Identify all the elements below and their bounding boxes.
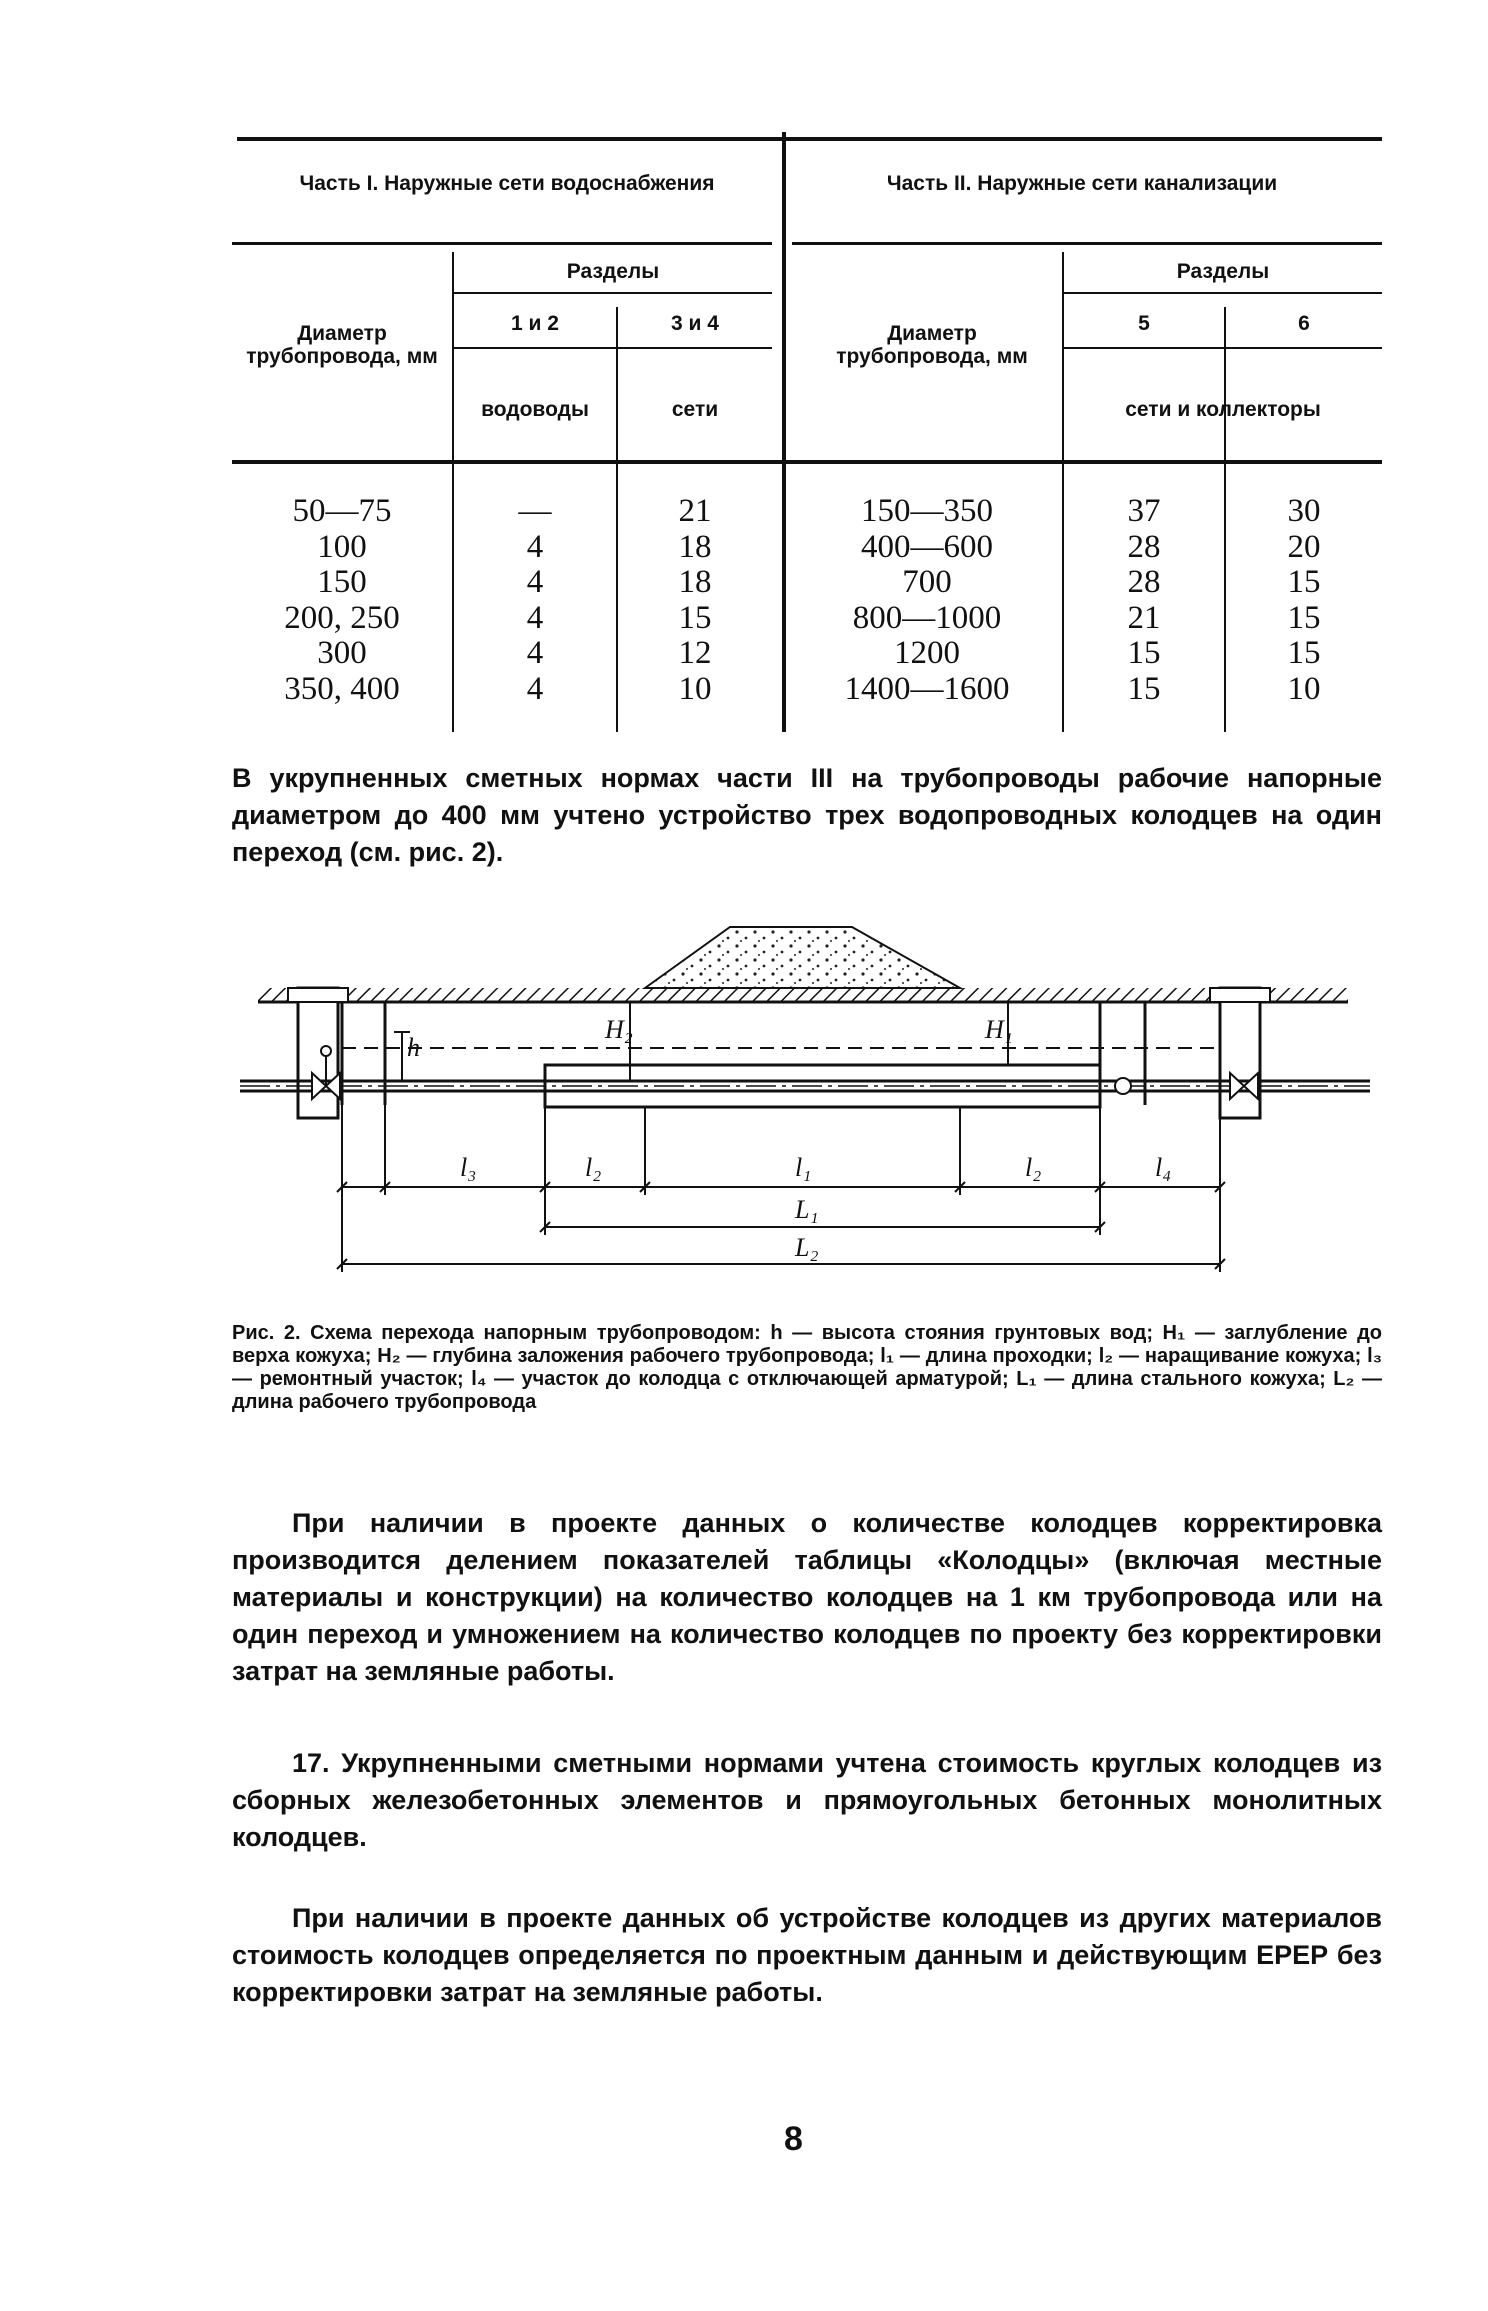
paragraph-1: В укрупненных сметных нормах части III на трубопроводы рабочие напорные диаметром до 400 мм учтено устройство трех водопроводных колодцев на один переход (см. рис. 2). (232, 763, 1382, 867)
table-cell: 15 (1127, 635, 1161, 671)
manhole-fitting-icon (1115, 1078, 1131, 1094)
sec-5: 5 (1138, 312, 1150, 335)
table-cell: 350, 400 (284, 670, 400, 707)
dimension-row-1 (337, 1182, 1225, 1192)
table-cell: 15 (1287, 635, 1321, 671)
sec-3-4: 3 и 4 (671, 312, 719, 335)
right-well (1210, 988, 1270, 1118)
table-cell: 15 (1287, 599, 1321, 636)
label-l2-left: l₂ (585, 1153, 602, 1182)
paragraph-2: При наличии в проекте данных о количестве колодцев корректировка производится делением показателей таблицы «Колодцы» (включая местные материалы и конструкции) на количество колодцев на 1 км трубопровода или на один переход и умножением на количество колодцев по проекту без корректировки затрат на земляные работы. (232, 1508, 1382, 1686)
sec-1-2: 1 и 2 (511, 312, 559, 335)
col-sec-3-4 (618, 494, 772, 707)
seti-label: сети (671, 398, 719, 421)
embankment (645, 927, 960, 988)
table-cell: 10 (1287, 670, 1321, 707)
figure-caption: Рис. 2. Схема перехода напорным трубопроводом: h — высота стояния грунтовых вод; H₁ — заглубление до верха кожуха; H₂ — глубина заложения рабочего трубопровода; l₁ — длина проходки; l₂ — наращивание кожуха; l₃ — ремонтный участок; l₄ — участок до колодца с отключающей арматурой; L₁ — длина стального кожуха; L₂ — длина рабочего трубопровода (232, 1322, 1382, 1413)
extension-lines (342, 1105, 1220, 1272)
norms-table (232, 132, 1382, 732)
vodovody-label: водоводы (481, 398, 589, 421)
table-cell: 300 (317, 635, 367, 671)
sections-label-2: Разделы (1176, 260, 1270, 283)
col-sec-1-2 (454, 494, 616, 707)
label-h: h (407, 1033, 420, 1062)
table-cell: 15 (678, 599, 712, 636)
table-cell: 15 (1127, 670, 1161, 707)
part1-title: Часть I. Наружные сети водоснабжения (299, 172, 715, 195)
table-cell: 18 (678, 564, 712, 600)
table-cell: 4 (526, 599, 544, 636)
table-cell: 30 (1287, 493, 1321, 529)
label-l1: l₁ (795, 1153, 812, 1182)
part1-title-rule (232, 242, 772, 245)
table-cell: 4 (526, 635, 544, 671)
table-cell: 4 (526, 564, 544, 600)
table-cell: 1200 (894, 635, 960, 671)
table-cell: 15 (1287, 564, 1321, 600)
table-cell: 4 (526, 670, 544, 707)
dimension-row-2 (540, 1222, 1105, 1232)
table-cell: 28 (1127, 564, 1161, 600)
sections-label-1: Разделы (566, 260, 660, 283)
dimension-row-3 (337, 1259, 1225, 1269)
table-cell: 50—75 (292, 493, 392, 529)
table-cell: 12 (678, 635, 712, 671)
working-pipeline (240, 1081, 1370, 1091)
subsections-rule-1 (452, 347, 772, 349)
table-cell: 21 (1127, 599, 1161, 636)
col-diameter-2 (792, 494, 1062, 707)
label-l4: l₄ (1155, 1153, 1172, 1182)
label-H1: H₁ (985, 1015, 1013, 1044)
table-cell: 200, 250 (284, 599, 400, 636)
col-sec-6 (1226, 494, 1382, 707)
diameter-label-2: Диаметр трубопровода, мм (836, 322, 1028, 368)
table-cell: 800—1000 (852, 599, 1002, 636)
table-cell: 100 (317, 528, 367, 565)
subsections-rule-2 (1062, 347, 1382, 349)
part2-title-rule (792, 242, 1382, 245)
sections-rule-1 (452, 292, 772, 294)
crossing-diagram-svg (230, 915, 1380, 1285)
table-cell: 400—600 (861, 528, 993, 565)
table-cell: 20 (1287, 528, 1321, 565)
table-cell: 10 (678, 670, 712, 707)
sec-6: 6 (1298, 312, 1310, 335)
label-L2: L₂ (795, 1233, 819, 1262)
table-cell: 1400—1600 (844, 670, 1010, 707)
ground-surface (258, 988, 1348, 1002)
col-diameter-1 (232, 494, 452, 707)
label-L1: L₁ (795, 1195, 819, 1224)
page-number: 8 (784, 2120, 803, 2158)
table-cell: 37 (1127, 493, 1161, 529)
table-cell: 28 (1127, 528, 1161, 565)
header-bottom-rule (232, 460, 1382, 464)
table-cell: 150 (317, 564, 367, 600)
table-top-rule (237, 137, 1382, 141)
col-sec-5 (1064, 494, 1224, 707)
table-cell: 4 (526, 528, 544, 565)
table-cell: 18 (678, 528, 712, 565)
label-H2: H₂ (605, 1015, 633, 1044)
table-cell: 700 (902, 564, 952, 600)
seti-kollektory-label: сети и коллекторы (1125, 398, 1321, 421)
crossing-diagram (230, 915, 1380, 1285)
part-divider (782, 132, 786, 732)
paragraph-3: 17. Укрупненными сметными нормами учтена стоимость круглых колодцев из сборных железобетонных элементов и прямоугольных бетонных монолитных колодцев. (232, 1748, 1382, 1852)
table-cell: — (518, 493, 552, 529)
part2-title: Часть II. Наружные сети канализации (886, 172, 1278, 195)
table-cell: 150—350 (861, 493, 993, 529)
table-cell: 21 (678, 493, 712, 529)
label-l3: l₃ (460, 1153, 477, 1182)
sections-rule-2 (1062, 292, 1382, 294)
paragraph-4: При наличии в проекте данных об устройстве колодцев из других материалов стоимость колодцев определяется по проектным данным и действующим ЕРЕР без корректировки затрат на земляные работы. (232, 1903, 1382, 2007)
label-l2-right: l₂ (1025, 1153, 1042, 1182)
diameter-label-1: Диаметр трубопровода, мм (246, 322, 438, 368)
